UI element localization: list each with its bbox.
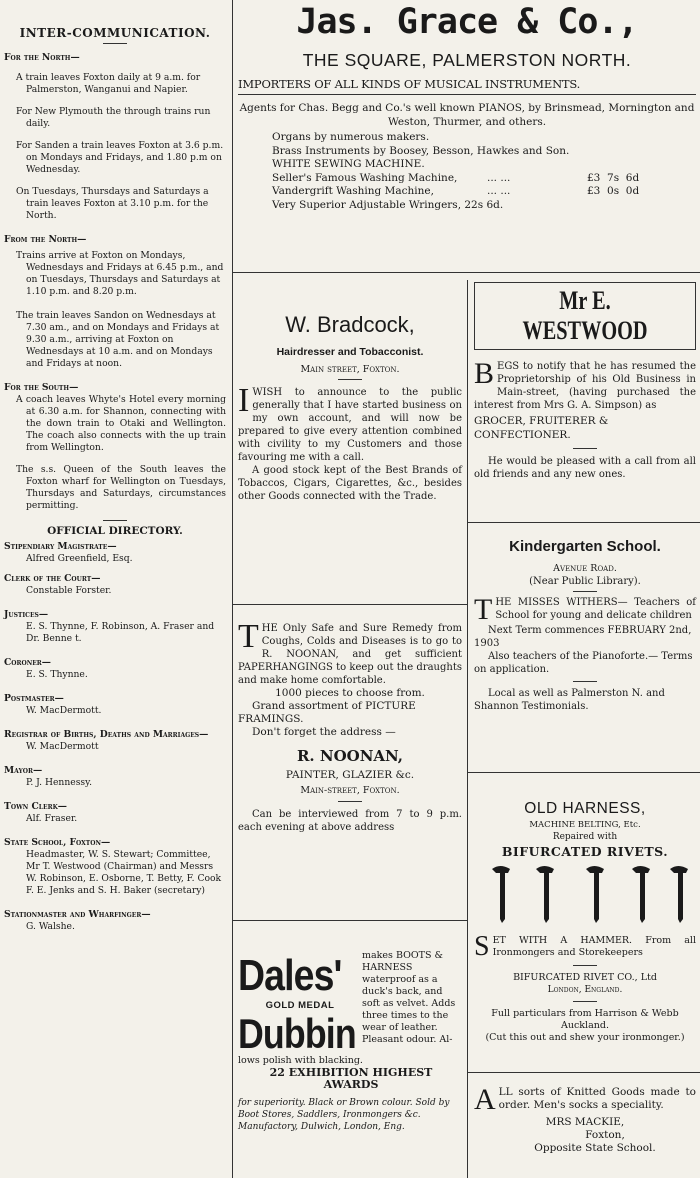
left-column [4, 0, 226, 933]
grace-line: Organs by numerous makers. [272, 131, 430, 143]
westwood-name: Mr E. WESTWOOD [522, 286, 648, 345]
harness-dash [573, 965, 597, 966]
grace-name: Jas. Grace & Co., [296, 2, 638, 42]
grace-line: Very Superior Adjustable Wringers, 22s 6d. [272, 198, 504, 211]
bradcock-text-2: A good stock kept of the Best Brands of Tobaccos, Cigars, Cigarettes, &c., besides other Goods connected with the Trade. [238, 465, 462, 502]
directory-entry [4, 657, 226, 681]
mackie-advert [474, 1083, 696, 1155]
rule-under-noonan [232, 920, 467, 921]
price-row [272, 185, 696, 199]
mackie-name: MRS MACKIE, [545, 1116, 625, 1128]
mackie-body [474, 1083, 696, 1116]
directory-entry [4, 541, 226, 565]
directory-role: State School, Foxton— [4, 837, 111, 848]
noonan-advert [238, 618, 462, 834]
harness-advert [474, 800, 696, 1044]
westwood-box [474, 282, 696, 350]
dales-awards: 22 EXHIBITION HIGHEST AWARDS [269, 1066, 433, 1091]
harness-company: BIFURCATED RIVET CO., Ltd [513, 972, 657, 983]
grace-list [238, 131, 696, 212]
price-dots: ... ... [487, 185, 511, 197]
north-heading: For the North— [4, 52, 80, 63]
directory-name: P. J. Hennessy. [26, 777, 93, 788]
mackie-text: LL sorts of Knitted Goods made to order. Men's socks a speciality. [498, 1086, 696, 1111]
official-directory-title: OFFICIAL DIRECTORY. [47, 525, 183, 537]
directory-role: Stipendiary Magistrate— [4, 541, 117, 552]
directory-name: E. S. Thynne. [26, 669, 88, 680]
directory-entry [4, 693, 226, 717]
kindergarten-text: HE MISSES WITHERS— Teachers of School for young and delicate children [495, 597, 696, 621]
harness-repaired: Repaired with [552, 832, 618, 842]
directory-entry [4, 837, 226, 897]
price-item: Seller's Famous Washing Machine, [272, 171, 458, 184]
list-item: A coach leaves Whyte's Hotel every morning at 6.30 a.m. for Shannon, connecting with the down train to Otaki and Wellington. The coach also connects with the up train from Wellington. [16, 394, 226, 453]
directory-entry [4, 801, 226, 825]
dales-allows: lows polish with blacking. [238, 1055, 363, 1066]
directory-name: G. Walshe. [26, 921, 75, 932]
divider-dash [103, 520, 127, 521]
bradcock-text: WISH to announce to the public generally that I have started business on my own account, and will now be prepared to give every attention combined with civility to my Customers and those favouring me with a call. [238, 387, 462, 463]
rivets-icon [474, 863, 696, 927]
bradcock-advert [238, 312, 462, 503]
list-item: A train leaves Foxton daily at 9 a.m. for Palmerston, Wanganui and Napier. [16, 72, 201, 95]
dropcap-s: S [474, 931, 490, 962]
directory-name: E. S. Thynne, F. Robinson, A. Fraser and Dr. Benne t. [26, 621, 215, 644]
bradcock-dash [338, 379, 362, 380]
westwood-advert [474, 282, 696, 481]
harness-sub: MACHINE BELTING, Etc. [529, 820, 641, 830]
from-north-heading: From the North— [4, 234, 87, 245]
kindergarten-term: Next Term commences FEBRUARY 2nd, 1903 [474, 625, 692, 649]
dropcap-a: A [474, 1083, 496, 1116]
noonan-grand: Grand assortment of PICTURE FRAMINGS. [238, 700, 416, 725]
noonan-address: Main-street, Foxton. [300, 785, 400, 796]
directory-name: Headmaster, W. S. Stewart; Committee, Mr T. Westwood (Chairman) and Messrs W. Robinson, E. Osborne, T. Betty, F. Cook F. E. Jenks and S. H. Baker (secretary) [26, 849, 222, 896]
kindergarten-testimonials: Local as well as Palmerston N. and Shannon Testimonials. [474, 688, 665, 712]
kindergarten-dash-2 [573, 681, 597, 682]
dales-footer: for superiority. Black or Brown colour. Sold by Boot Stores, Saddlers, Ironmongers &c. Manufactory, Dulwich, London, Eng. [238, 1098, 450, 1132]
dales-advert [238, 950, 464, 1133]
westwood-text: EGS to notify that he has resumed the Proprietorship of his Old Business in Main-street, (having purchased the interest from Mrs G. A. Simpson) as [474, 361, 696, 411]
official-directory [4, 541, 226, 933]
price-value: £3 7s 6d [587, 171, 640, 184]
rivet-illustration [474, 863, 696, 927]
dropcap-b: B [474, 357, 495, 390]
price-dots: ... ... [487, 171, 511, 184]
rule-under-bradcock [232, 604, 467, 605]
price-item: Vandergrift Washing Machine, [272, 185, 434, 197]
column-rule-2 [467, 280, 468, 1178]
north-list [4, 72, 226, 222]
directory-role: Coroner— [4, 657, 51, 668]
harness-set-text: ET WITH A HAMMER. From all Ironmongers and Storekeepers [492, 935, 696, 958]
price-row [272, 172, 696, 186]
harness-dash-2 [573, 1001, 597, 1002]
grace-line: Brass Instruments by Boosey, Besson, Hawkes and Son. [272, 144, 570, 157]
directory-name: W. MacDermott. [26, 705, 102, 716]
bradcock-body [238, 382, 462, 464]
list-item: Trains arrive at Foxton on Mondays, Wednesdays and Fridays at 6.45 p.m., and on Tuesdays, Thursdays and Saturdays at 1.10 p.m. and 8.20 p.m. [16, 250, 224, 297]
south-heading: For the South— [4, 382, 79, 393]
directory-name: W. MacDermott [26, 741, 99, 752]
mackie-location: Opposite State School. [534, 1142, 656, 1154]
title-dash [103, 43, 127, 44]
price-value: £3 0s 0d [587, 185, 640, 197]
kindergarten-advert [474, 538, 696, 713]
dales-side-text: makes BOOTS & HARNESS waterproof as a duck's back, and soft as velvet. Adds three times to the wear of leather. Pleasant odour. Al- [362, 950, 456, 1045]
noonan-name: R. NOONAN, [296, 747, 404, 765]
directory-role: Town Clerk— [4, 801, 67, 812]
bradcock-trade: Hairdresser and Tobacconist. [276, 346, 424, 358]
mackie-town: Foxton, [585, 1129, 625, 1141]
dales-logo [238, 950, 362, 1055]
grace-tagline-rule [238, 94, 696, 95]
dales-brand-2: Dubbin [238, 1010, 356, 1057]
column-rule-1 [232, 0, 233, 1178]
rule-under-westwood [467, 522, 700, 523]
directory-name: Constable Forster. [26, 585, 112, 596]
grace-address: THE SQUARE, PALMERSTON NORTH. [302, 50, 632, 70]
harness-city: London, England. [547, 985, 623, 995]
dropcap-t: T [238, 618, 259, 655]
grace-tagline: IMPORTERS OF ALL KINDS OF MUSICAL INSTRUMENTS. [238, 77, 581, 91]
directory-entry [4, 765, 226, 789]
directory-role: Justices— [4, 609, 49, 620]
westwood-trade [474, 414, 696, 442]
kindergarten-near: (Near Public Library). [529, 576, 641, 587]
directory-name: Alfred Greenfield, Esq. [26, 553, 133, 564]
directory-role: Registrar of Births, Deaths and Marriages— [4, 729, 209, 740]
grace-line: WHITE SEWING MACHINE. [272, 158, 425, 170]
rule-under-kinder [467, 772, 700, 773]
directory-role: Clerk of the Court— [4, 573, 101, 584]
inter-communication-title: INTER-COMMUNICATION. [19, 26, 211, 40]
list-item: The s.s. Queen of the South leaves the Foxton wharf for Wellington on Tuesdays, Thursdays and Saturdays, circumstances permitting. [16, 464, 226, 511]
south-list [4, 394, 226, 512]
kindergarten-piano: Also teachers of the Pianoforte.— Terms on application. [474, 651, 693, 675]
noonan-text: HE Only Safe and Sure Remedy from Coughs, Colds and Diseases is to go to R. NOONAN, and get sufficient PAPERHANGINGS to keep out the draughts and make home comfortable. [238, 623, 462, 686]
noonan-body [238, 618, 462, 687]
directory-entry [4, 729, 226, 753]
list-item: On Tuesdays, Thursdays and Saturdays a train leaves Foxton at 3.10 p.m. for the North. [16, 186, 209, 221]
noonan-hours: Can be interviewed from 7 to 9 p.m. each evening at above address [238, 809, 462, 833]
noonan-trade: PAINTER, GLAZIER &c. [285, 769, 415, 781]
westwood-text-2: He would be pleased with a call from all old friends and any new ones. [474, 456, 696, 480]
harness-rivets: BIFURCATED RIVETS. [501, 844, 669, 859]
kindergarten-address: Avenue Road. [553, 563, 617, 574]
list-item: For Sanden a train leaves Foxton at 3.6 p.m. on Mondays and Fridays, and 1.80 p.m on Wednesday. [16, 140, 224, 175]
harness-title: OLD HARNESS, [524, 800, 646, 817]
kindergarten-title: Kindergarten School. [509, 538, 661, 555]
noonan-pieces: 1000 pieces to choose from. [275, 687, 425, 699]
harness-cut: (Cut this out and shew your ironmonger.) [485, 1032, 685, 1043]
kindergarten-dash [573, 591, 597, 592]
directory-role: Stationmaster and Wharfinger— [4, 909, 151, 920]
dales-top [238, 950, 464, 1055]
dales-brand-1: Dales' [238, 951, 342, 1000]
list-item: The train leaves Sandon on Wednesdays at 7.30 am., and on Mondays and Fridays at 9.30 a.m., arriving at Foxton on Wednesdays at 10 a.m. and on Mondays and Fridays at noon. [16, 310, 220, 369]
directory-entry [4, 609, 226, 645]
bradcock-address: Main street, Foxton. [300, 364, 400, 375]
westwood-trade-text: GROCER, FRUITERER & CONFECTIONER. [474, 415, 609, 441]
rule-under-grace [232, 272, 700, 273]
noonan-forget: Don't forget the address — [252, 726, 396, 738]
directory-entry [4, 909, 226, 933]
harness-set [474, 931, 696, 962]
grace-advert [238, 0, 696, 212]
westwood-dash [573, 448, 597, 449]
kindergarten-body [474, 593, 696, 626]
directory-entry [4, 573, 226, 597]
grace-agents: Agents for Chas. Begg and Co.'s well known PIANOS, by Brinsmead, Mornington and Weston, Thurmer, and others. [239, 102, 695, 128]
noonan-dash [338, 801, 362, 802]
dropcap-t2: T [474, 593, 493, 626]
directory-name: Alf. Fraser. [26, 813, 78, 824]
dropcap-i: I [238, 382, 250, 419]
dales-medal: GOLD MEDAL [265, 1000, 335, 1011]
from-north-list [4, 250, 226, 370]
westwood-body [474, 357, 696, 412]
bradcock-name: W. Bradcock, [285, 312, 415, 337]
rule-under-harness [467, 1072, 700, 1073]
list-item: For New Plymouth the through trains run daily. [16, 106, 211, 129]
directory-role: Mayor— [4, 765, 43, 776]
harness-particulars: Full particulars from Harrison & Webb Auckland. [491, 1008, 679, 1031]
directory-role: Postmaster— [4, 693, 64, 704]
